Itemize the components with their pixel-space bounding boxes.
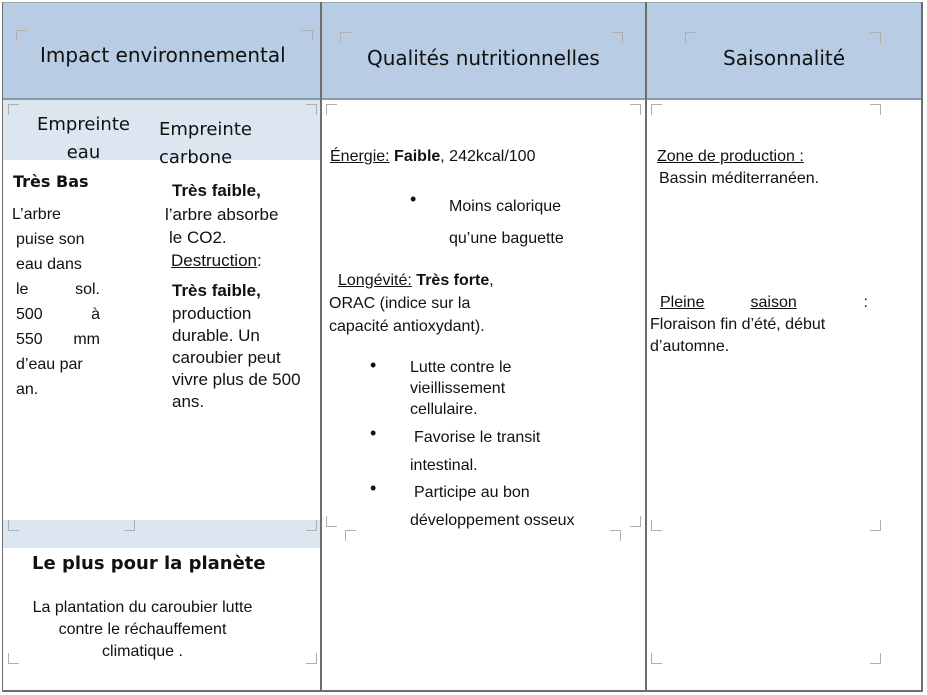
benefit-item-transit: Favorise le transit intestinal. bbox=[410, 429, 541, 474]
corner-mark bbox=[8, 520, 19, 531]
water-description: L’arbre puise son eau dans le sol. 500 à 550 mm d’eau par an. bbox=[12, 206, 100, 398]
orac-description: ORAC (indice sur la capacité antioxydant). bbox=[329, 295, 485, 335]
corner-mark bbox=[306, 104, 317, 115]
table-right-border bbox=[921, 2, 923, 692]
planet-title: Le plus pour la planète bbox=[32, 553, 266, 574]
energy-bullet: Moins calorique qu’une baguette bbox=[449, 198, 564, 247]
column-divider-1 bbox=[320, 2, 322, 692]
benefit-item-bones: Participe au bon développement osseux bbox=[410, 484, 575, 529]
corner-mark bbox=[630, 516, 641, 527]
corner-mark bbox=[651, 520, 662, 531]
corner-mark bbox=[8, 104, 19, 115]
corner-mark bbox=[630, 104, 641, 115]
corner-mark bbox=[340, 32, 351, 43]
benefit-item-aging: Lutte contre le vieillissement cellulaire. bbox=[410, 359, 512, 418]
table-left-border bbox=[2, 2, 3, 692]
carbon-footprint-title: Empreinte carbone bbox=[159, 119, 252, 168]
longevity-line: Longévité: Très forte, bbox=[338, 272, 494, 289]
corner-mark bbox=[870, 104, 881, 115]
corner-mark bbox=[870, 653, 881, 664]
corner-mark bbox=[651, 653, 662, 664]
bullet-icon: • bbox=[370, 355, 377, 375]
corner-mark bbox=[306, 520, 317, 531]
corner-mark bbox=[870, 32, 881, 43]
corner-mark bbox=[685, 32, 696, 43]
bullet-icon: • bbox=[410, 189, 417, 209]
planet-description: La plantation du caroubier lutte contre le réchauffement climatique . bbox=[32, 599, 253, 660]
water-footprint-title: Empreinte eau bbox=[37, 114, 130, 163]
bullet-icon: • bbox=[370, 478, 377, 498]
corner-mark bbox=[612, 32, 623, 43]
corner-mark bbox=[306, 653, 317, 664]
energy-line: Énergie: Faible, 242kcal/100 bbox=[330, 148, 536, 165]
peak-season: Pleine saison : Floraison fin d’été, début d’automne. bbox=[650, 294, 868, 355]
table-top-border bbox=[2, 2, 922, 3]
header-season: Saisonnalité bbox=[723, 46, 846, 70]
table-bottom-border bbox=[2, 690, 922, 692]
corner-mark bbox=[610, 530, 621, 541]
header-nutrition: Qualités nutritionnelles bbox=[367, 46, 600, 70]
corner-mark bbox=[326, 516, 337, 527]
corner-mark bbox=[326, 104, 337, 115]
corner-mark bbox=[345, 530, 356, 541]
corner-mark bbox=[16, 30, 27, 41]
corner-mark bbox=[302, 30, 313, 41]
column-divider-2 bbox=[645, 2, 647, 692]
header-bottom-border bbox=[2, 98, 922, 100]
production-zone: Zone de production : Bassin méditerranéen. bbox=[657, 148, 820, 187]
carbon-description: Très faible, l’arbre absorbe le CO2. Destruction: Très faible, production durable. Un caroubier peut vivre plus de 500 ans. bbox=[165, 181, 301, 411]
corner-mark bbox=[870, 520, 881, 531]
corner-mark bbox=[124, 520, 135, 531]
corner-mark bbox=[651, 104, 662, 115]
water-rating: Très Bas bbox=[13, 172, 89, 191]
planet-separator-band bbox=[3, 520, 320, 548]
header-impact: Impact environnemental bbox=[40, 43, 286, 67]
bullet-icon: • bbox=[370, 423, 377, 443]
